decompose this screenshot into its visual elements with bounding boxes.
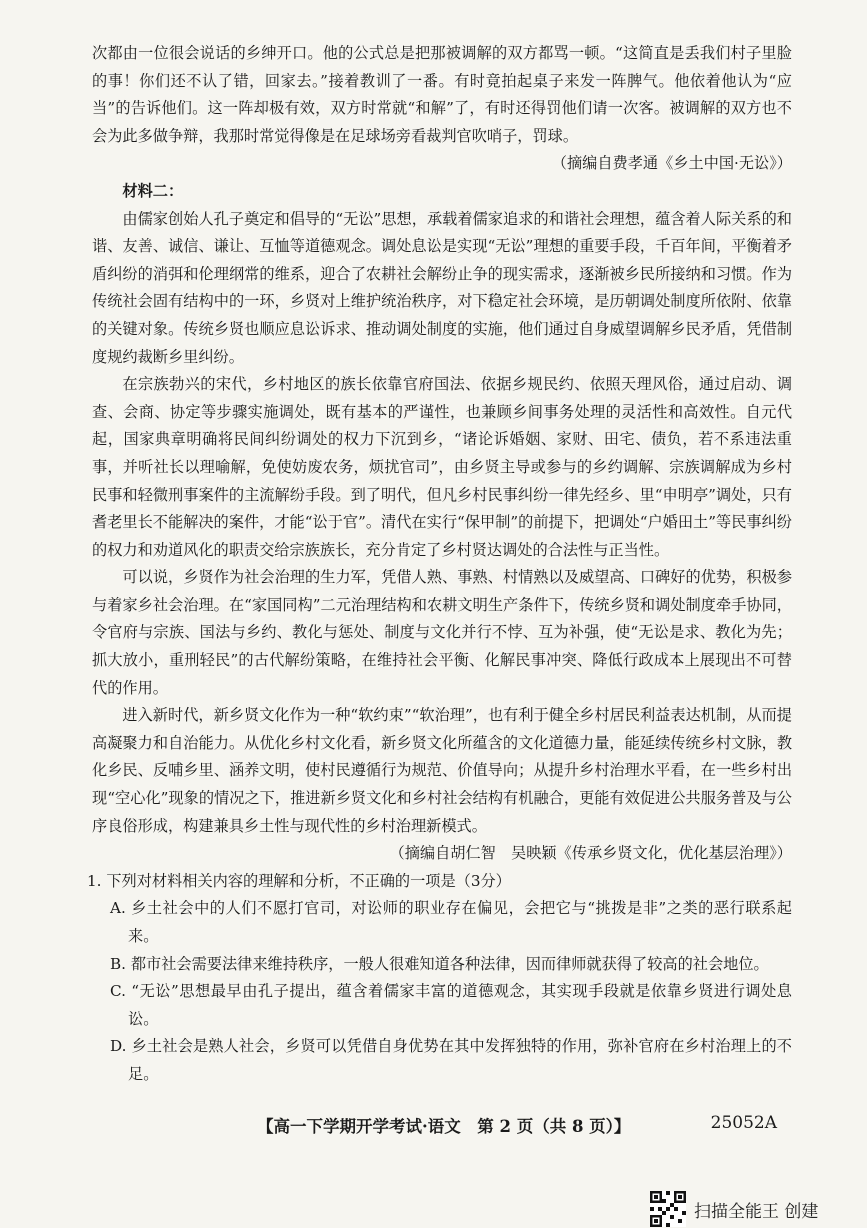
material2-source: （摘编自胡仁智 吴映颖《传承乡贤文化，优化基层治理》） <box>389 844 792 863</box>
material2-heading: 材料二： <box>122 181 184 200</box>
material1-tail: 次都由一位很会说话的乡绅开口。他的公式总是把那被调解的双方都骂一顿。“这简直是丢我们村子里脸的事！你们还不认了错，回家去。”接着教训了一番。有时竟拍起桌子来发一阵脾气。他依着他认为“应当”的告诉他们。这一阵却极有效，双方时常就“和解”了，有时还得罚他们请一次客。被调解的双方也不会为此多做争辩，我那时常觉得像是在足球场旁看裁判官吹哨子，罚球。 <box>92 44 792 145</box>
exam-label: 【高一下学期开学考试·语文 第 2 页（共 8 页）】 <box>257 1117 631 1136</box>
scanner-watermark <box>650 1192 818 1226</box>
option-c: C. “无讼”思想最早由孔子提出，蕴含着儒家丰富的道德观念，其实现手段就是依靠乡贤进行调处息讼。 <box>110 982 792 1028</box>
page-footer <box>257 1113 777 1137</box>
material1-source: （摘编自费孝通《乡土中国·无讼》） <box>551 154 792 173</box>
qr-code-icon <box>650 1191 686 1227</box>
material2-paragraph: 在宗族勃兴的宋代，乡村地区的族长依靠官府国法、依据乡规民约、依照天理风俗，通过启动、调查、会商、协定等步骤实施调处，既有基本的严谨性，也兼顾乡间事务处理的灵活性和高效性。自元代起，国家典章明确将民间纠纷调处的权力下沉到乡，“诸论诉婚姻、家财、田宅、债负，若不系违法重事，并听社长以理喻解，免使妨废农务，烦扰官司”，由乡贤主导或参与的乡约调解、宗族调解成为乡村民事和轻微刑事案件的主流解纷手段。到了明代，但凡乡村民事纠纷一律先经乡、里“申明亭”调处，只有耆老里长不能解决的案件，才能“讼于官”。清代在实行“保甲制”的前提下，把调处“户婚田土”等民事纠纷的权力和劝道风化的职责交给宗族族长，充分肯定了乡村贤达调处的合法性与正当性。 <box>92 375 792 559</box>
option-b: B. 都市社会需要法律来维持秩序，一般人很难知道各种法律，因而律师就获得了较高的社会地位。 <box>110 954 769 973</box>
question-stem: 1. 下列对材料相关内容的理解和分析，不正确的一项是（3分） <box>87 871 511 890</box>
material2-paragraph: 可以说，乡贤作为社会治理的生力军，凭借人熟、事熟、村情熟以及威望高、口碑好的优势，积极参与着家乡社会治理。在“家国同构”二元治理结构和农耕文明生产条件下，传统乡贤和调处制度牵手协同，令官府与宗族、国法与乡约、教化与惩处、制度与文化并行不悖、互为补强，使“无讼是求、教化为先；抓大放小，重刑轻民”的古代解纷策略，在维持社会平衡、化解民事冲突、降低行政成本上展现出不可替代的作用。 <box>92 568 792 697</box>
material2-paragraph: 进入新时代，新乡贤文化作为一种“软约束”“软治理”，也有利于健全乡村居民利益表达机制，从而提高凝聚力和自治能力。从优化乡村文化看，新乡贤文化所蕴含的文化道德力量，能延续传统乡村文脉，教化乡民、反哺乡里、涵养文明，使村民遵循行为规范、价值导向；从提升乡村治理水平看，在一些乡村出现“空心化”现象的情况之下，推进新乡贤文化和乡村社会结构有机融合，更能有效促进公共服务普及与公序良俗形成，构建兼具乡土性与现代性的乡村治理新模式。 <box>92 706 792 835</box>
option-d: D. 乡土社会是熟人社会，乡贤可以凭借自身优势在其中发挥独特的作用，弥补官府在乡村治理上的不足。 <box>110 1037 792 1083</box>
page-content <box>87 40 792 1089</box>
material2-paragraph: 由儒家创始人孔子奠定和倡导的“无讼”思想，承载着儒家追求的和谐社会理想，蕴含着人际关系的和谐、友善、诚信、谦让、互恤等道德观念。调处息讼是实现“无讼”理想的重要手段，千百年间，平衡着矛盾纠纷的消弭和伦理纲常的维系，迎合了农耕社会解纷止争的现实需求，逐渐被乡民所接纳和习惯。作为传统社会固有结构中的一环，乡贤对上维护统治秩序，对下稳定社会环境，是历朝调处制度所依附、依靠的关键对象。传统乡贤也顺应息讼诉求、推动调处制度的实施，他们通过自身威望调解乡民矛盾，凭借制度规约裁断乡里纠纷。 <box>92 209 792 366</box>
option-a: A. 乡土社会中的人们不愿打官司，对讼师的职业存在偏见，会把它与“挑拨是非”之类的恶行联系起来。 <box>110 899 792 945</box>
watermark-text: 扫描全能王 创建 <box>694 1201 819 1222</box>
exam-code: 25052A <box>710 1113 777 1133</box>
